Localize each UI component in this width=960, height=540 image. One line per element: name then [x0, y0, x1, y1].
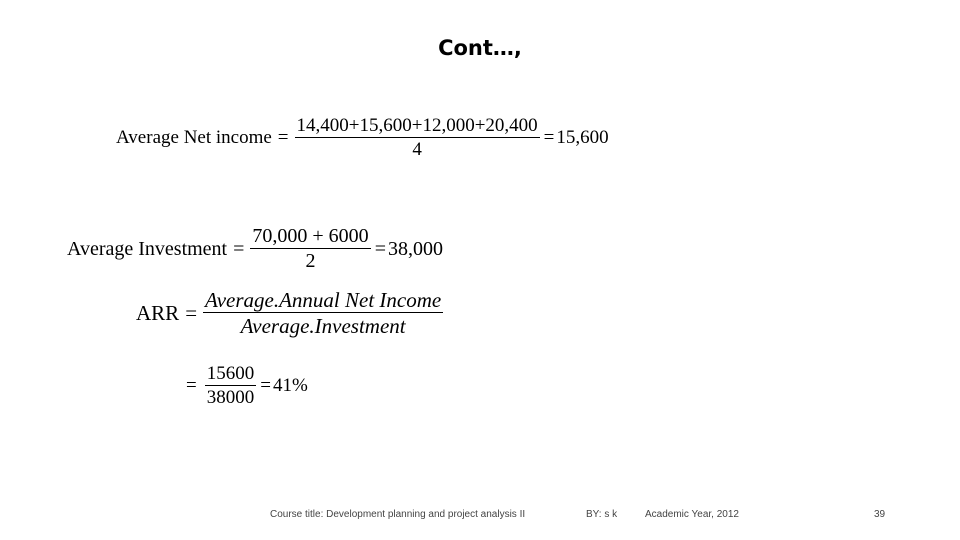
arr-label: ARR [136, 300, 180, 325]
avg-investment-equation [67, 226, 443, 272]
footer-page-number: 39 [874, 509, 886, 520]
arr-value-denominator: 38000 [206, 386, 255, 408]
equals-sign: = [374, 237, 386, 260]
avg-investment-result: 38,000 [387, 237, 443, 260]
avg-investment-numerator: 70,000 + 6000 [252, 225, 369, 247]
arr-fraction [203, 289, 443, 337]
avg-net-income-numerator: 14,400+15,600+12,000+20,400 [296, 115, 538, 136]
avg-investment-denominator: 2 [305, 250, 316, 272]
arr-denominator: Average.Investment [240, 314, 406, 339]
arr-value-equation [186, 364, 308, 408]
avg-investment-fraction [250, 226, 370, 272]
arr-value-numerator: 15600 [206, 363, 255, 384]
equals-sign: = [277, 126, 289, 148]
avg-net-income-label: Average Net income [116, 126, 272, 148]
arr-value-fraction [205, 364, 257, 408]
footer-academic-year: Academic Year, 2012 [645, 509, 739, 520]
arr-value-result: 41% [272, 374, 308, 396]
equals-sign: = [186, 374, 197, 396]
equals-sign: = [543, 126, 555, 148]
arr-equation [136, 289, 443, 337]
equals-sign: = [233, 237, 245, 260]
equals-sign: = [260, 374, 271, 396]
slide-title: Cont…, [438, 36, 522, 60]
avg-net-income-denominator: 4 [412, 138, 422, 160]
footer-author: BY: s k [586, 509, 618, 520]
avg-investment-label: Average Investment [67, 237, 228, 260]
avg-net-income-result: 15,600 [556, 126, 609, 148]
arr-numerator: Average.Annual Net Income [205, 288, 442, 312]
avg-net-income-equation [116, 116, 609, 160]
equals-sign: = [185, 300, 198, 325]
footer-course-title: Course title: Development planning and project analysis II [270, 509, 526, 520]
avg-net-income-fraction [295, 116, 540, 160]
